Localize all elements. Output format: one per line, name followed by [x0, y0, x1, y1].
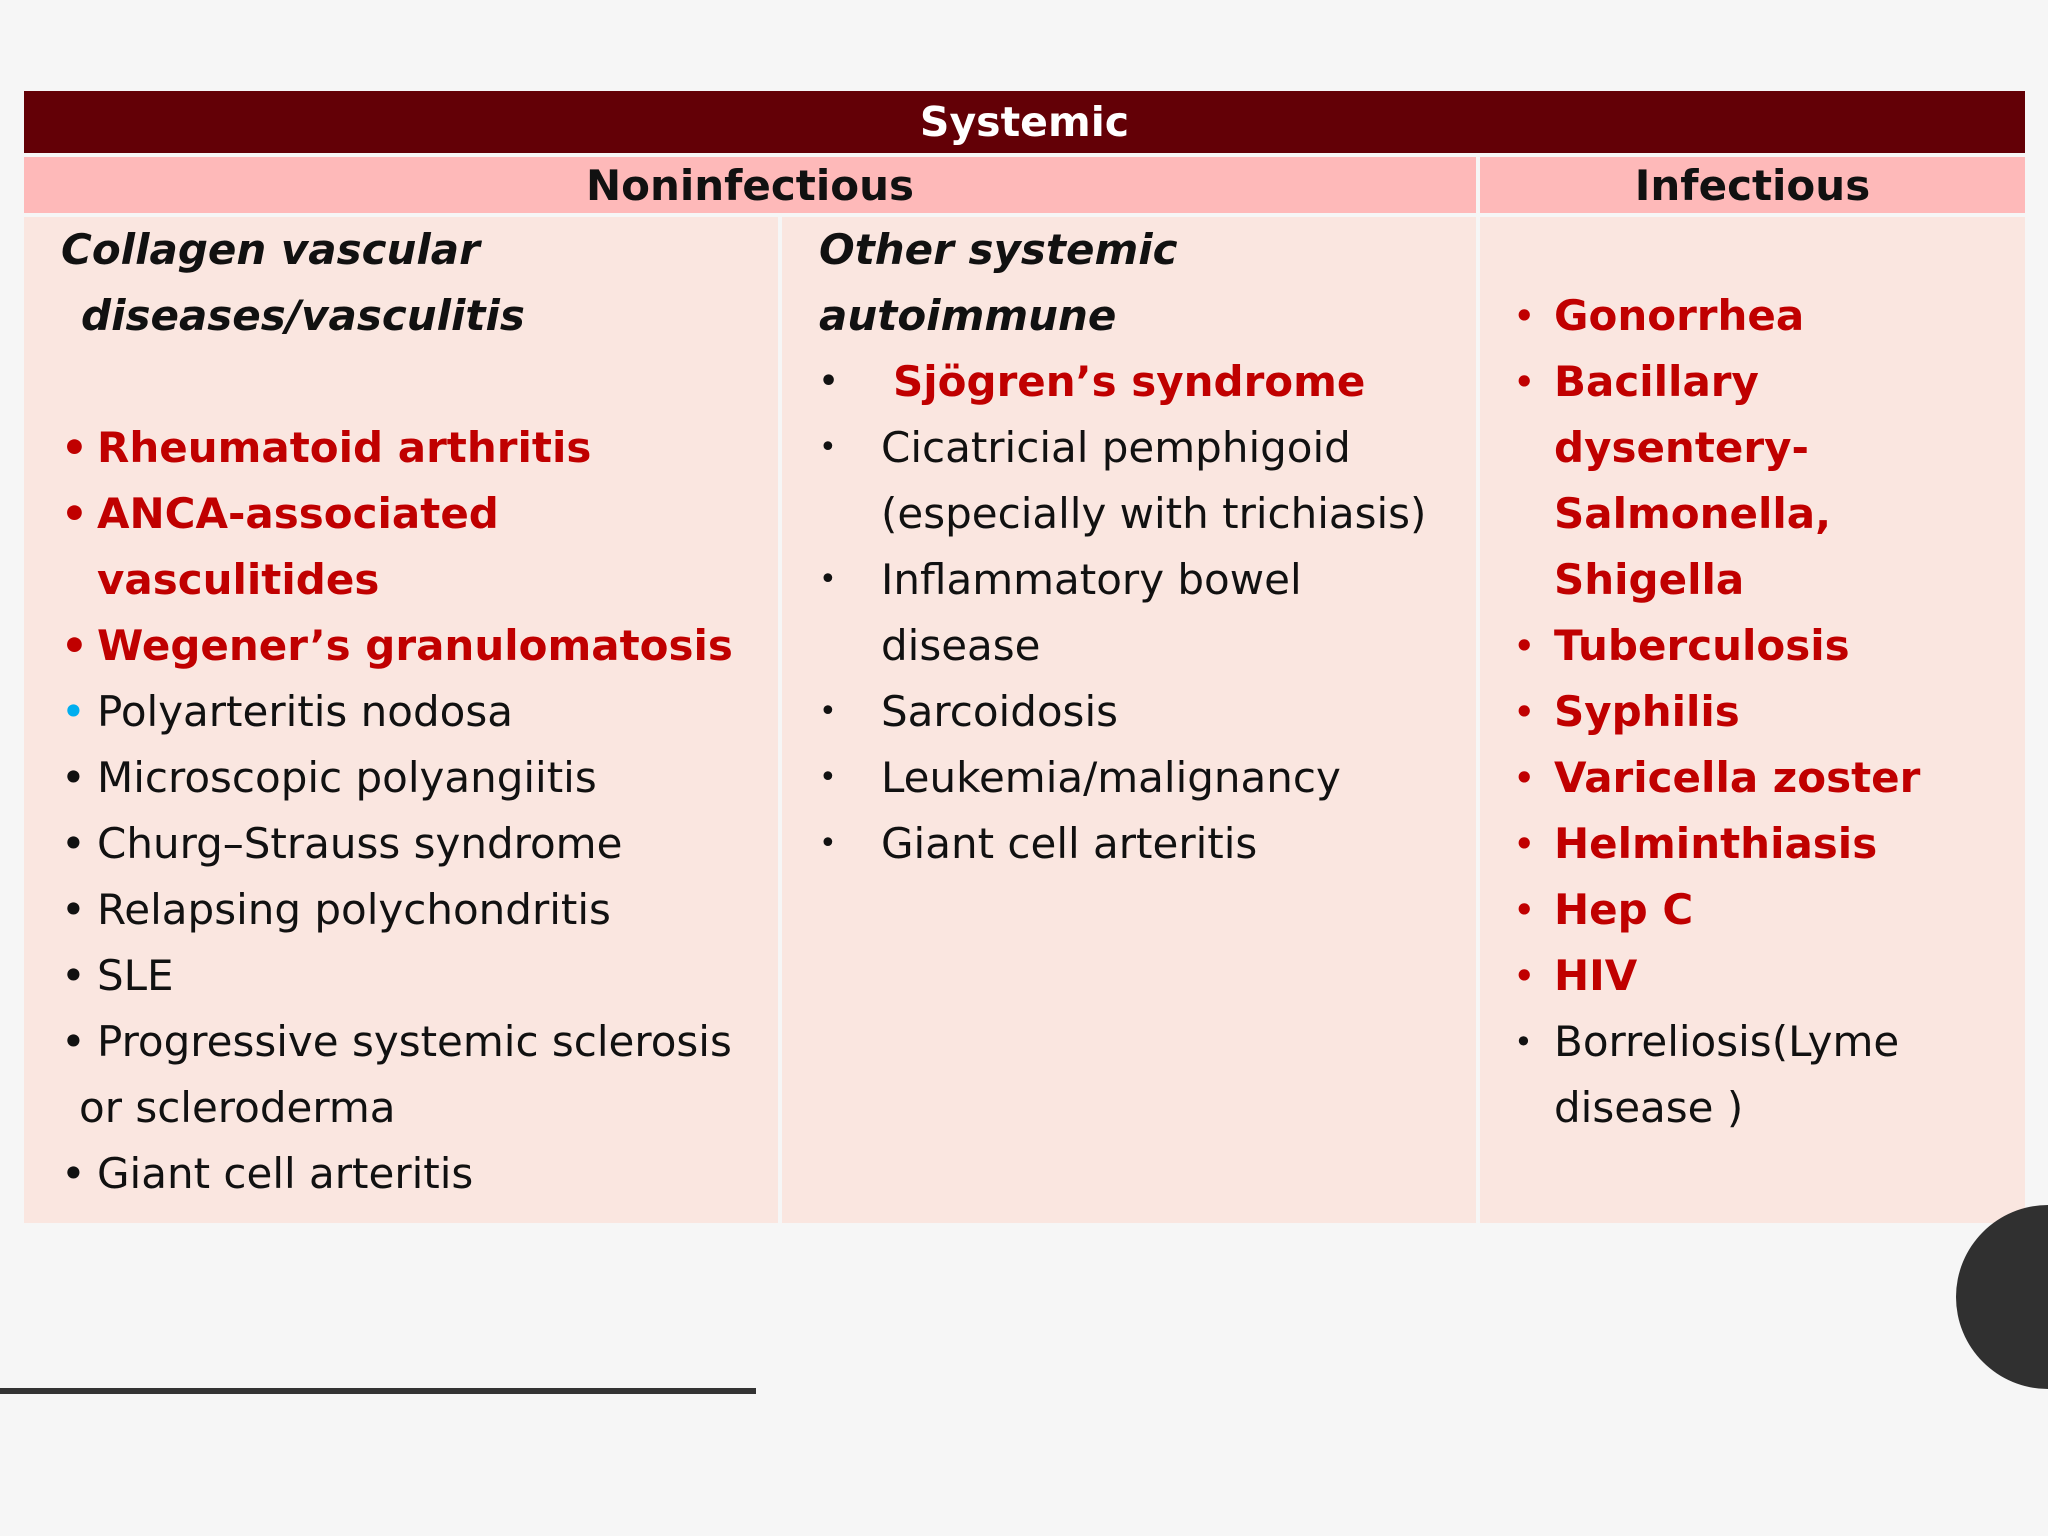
list-item: • Polyarteritis nodosa	[61, 679, 771, 745]
collagen-heading-line1: Collagen vascular	[61, 225, 480, 274]
list-item-continuation: (especially with trichiasis)	[881, 489, 1427, 538]
table-title: Systemic	[24, 91, 2025, 153]
bullet-icon: •	[61, 885, 86, 934]
noninfectious-header: Noninfectious	[24, 157, 1476, 213]
bullet-icon: •	[819, 430, 837, 465]
bullet-icon: •	[61, 1149, 86, 1198]
list-item: • Giant cell arteritis	[819, 811, 1469, 877]
bullet-icon: •	[819, 760, 837, 795]
list-item: • Gonorrhea	[1514, 283, 2019, 349]
other-autoimmune-heading: Other systemic autoimmune	[819, 225, 1178, 340]
decorative-circle	[1956, 1205, 2048, 1389]
list-item: • Cicatricial pemphigoid	[819, 415, 1469, 481]
collagen-list	[61, 415, 771, 1207]
decorative-divider	[0, 1388, 756, 1394]
bullet-icon: •	[1514, 297, 1535, 335]
list-item: • Giant cell arteritis	[61, 1141, 771, 1207]
list-item: • Borreliosis(Lyme	[1514, 1009, 2019, 1075]
disease-classification-table	[24, 91, 2025, 1223]
list-item: • Syphilis	[1514, 679, 2019, 745]
list-item: • Bacillary dysentery-	[1514, 349, 2019, 481]
bullet-icon: •	[1514, 891, 1535, 929]
list-item: • Tuberculosis	[1514, 613, 2019, 679]
list-item: • Relapsing polychondritis	[61, 877, 771, 943]
list-item: • Leukemia/malignancy	[819, 745, 1469, 811]
list-item: • Hep C	[1514, 877, 2019, 943]
list-item: • SLE	[61, 943, 771, 1009]
list-item: • Churg–Strauss syndrome	[61, 811, 771, 877]
list-item: • ANCA-associated vasculitides	[61, 481, 771, 613]
bullet-icon: •	[819, 364, 839, 399]
collagen-heading-line2: diseases/vasculitis	[81, 291, 525, 340]
list-item-continuation: disease	[881, 621, 1041, 670]
other-autoimmune-list	[819, 349, 1469, 877]
list-item: • Helminthiasis	[1514, 811, 2019, 877]
list-item: • Wegener’s granulomatosis	[61, 613, 771, 679]
list-item-continuation: Salmonella, Shigella	[1554, 489, 1832, 604]
bullet-icon: •	[1514, 759, 1535, 797]
list-item-continuation: or scleroderma	[79, 1083, 396, 1132]
bullet-icon: •	[61, 951, 86, 1000]
bullet-icon: •	[61, 489, 88, 538]
bullet-icon: •	[61, 423, 88, 472]
bullet-icon: •	[819, 562, 837, 597]
list-item: • Microscopic polyangiitis	[61, 745, 771, 811]
bullet-icon: •	[61, 621, 88, 670]
bullet-icon: •	[1514, 693, 1535, 731]
bullet-icon: •	[1514, 363, 1535, 401]
bullet-icon: •	[1514, 825, 1535, 863]
bullet-icon: •	[819, 826, 837, 861]
bullet-icon: •	[1514, 957, 1535, 995]
bullet-icon: •	[61, 819, 86, 868]
list-item: • Inflammatory bowel	[819, 547, 1469, 613]
infectious-list	[1514, 283, 2019, 1141]
infectious-header: Infectious	[1480, 157, 2025, 213]
collagen-vascular-column	[24, 217, 778, 1223]
bullet-icon: •	[61, 1017, 86, 1066]
list-item: • Varicella zoster	[1514, 745, 2019, 811]
bullet-icon: •	[1514, 627, 1535, 665]
bullet-icon: •	[61, 753, 86, 802]
bullet-icon: •	[61, 687, 86, 736]
list-item: • Sarcoidosis	[819, 679, 1469, 745]
list-item: • Progressive systemic sclerosis	[61, 1009, 771, 1075]
bullet-icon: •	[819, 694, 837, 729]
list-item: • Sjögren’s syndrome	[819, 349, 1469, 415]
infectious-column	[1480, 217, 2025, 1223]
list-item: • Rheumatoid arthritis	[61, 415, 771, 481]
list-item: • HIV	[1514, 943, 2019, 1009]
bullet-icon: •	[1514, 1023, 1533, 1061]
other-autoimmune-column	[782, 217, 1476, 1223]
list-item-continuation: disease )	[1554, 1083, 1744, 1132]
